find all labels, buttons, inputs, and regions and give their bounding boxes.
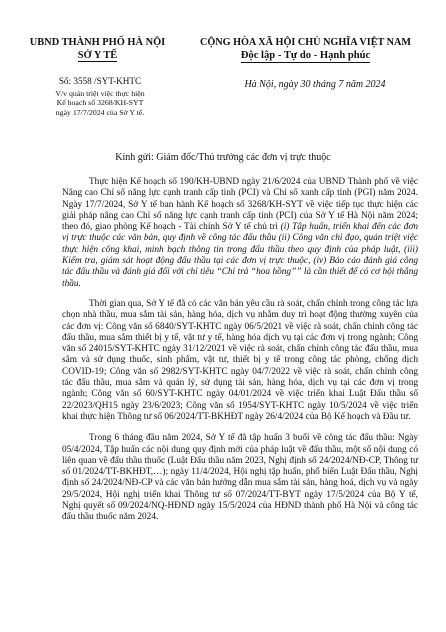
- subject-line-3: ngày 17/7/2024 của Sở Y tế.: [55, 107, 145, 117]
- issuing-authority: [20, 36, 175, 62]
- subject-line-2: Kế hoạch số 3268/KH-SYT: [56, 98, 144, 108]
- paragraph-3: Trong 6 tháng đầu năm 2024, Sở Y tế đã tập huấn 3 buổi về công tác đấu thầu: Ngày 05/4/2024, Tập huấn các nội dung quy định mới của pháp luật về đấu thầu, một số nội dung có liên quan về đấu thầu thuốc (Luật Đấu thầu năm 2023, Nghị định số 24/2024/NĐ-CP, Thông tư số 01/2024/TT-BKHĐT,…); ngày 11/4/2024, Hội nghị tập huấn, phổ biến Luật Đấu thầu, Nghị định số 24/2024/NĐ-CP và các văn bản hướng dẫn mua sắm tài sản, hàng hoá, dịch vụ và ngày 29/5/2024, Hội nghị triển khai Thông tư số 07/2024/TT-BYT ngày 17/5/2024 của Bộ Y tế, Nghị quyết số 09/2024/NQ-HĐND ngày 15/5/2024 của HĐND thành phố Hà Nội và công tác đấu thầu thuốc năm 2024.: [62, 433, 418, 523]
- document-subject: [20, 89, 180, 117]
- paragraph-2: Thời gian qua, Sở Y tế đã có các văn bản yêu cầu rà soát, chấn chỉnh trong công tác lựa chọn nhà thầu, mua sắm tài sản, hàng hóa, dịch vụ nhằm duy trì hoạt động thường xuyên của các đơn vị: Công văn số 6840/SYT-KHTC ngày 06/5/2021 về việc rà soát, chấn chỉnh công tác đấu thầu, mua sắm thiết bị y tế, vật tư y tế, hàng hóa dịch vụ tại các đơn vị trong ngành; Công văn số 24015/SYT-KHTC ngày 31/12/2021 về việc rà soát, chấn chỉnh công tác đấu thầu, mua sắm và sử dụng thuốc, sinh phẩm, vật tư, thiết bị y tế trong công tác phòng, chống dịch COVID-19; Công văn số 2982/SYT-KHTC ngày 04/7/2022 về việc rà soát, chấn chỉnh công tác đấu thầu, mua sắm và quản lý, sử dụng tài sản, hàng hóa, dịch vụ tại các đơn vị trong ngành; Công văn số 60/SYT-KHTC ngày 04/01/2024 về việc triển khai Luật Đấu thầu số 22/2023/QH15 ngày 23/6/2023; Công văn số 1954/SYT-KHTC ngày 10/5/2024 về việc triển khai thực hiện Thông tư số 06/2024/TT-BKHĐT ngày 26/4/2024 của Bộ Kế hoạch và Đầu tư.: [62, 298, 418, 422]
- org-line-2: SỞ Y TẾ: [77, 50, 118, 61]
- paragraph-1-text: Thực hiện Kế hoạch số 190/KH-UBND ngày 21/6/2024 của UBND Thành phố về việc Nâng cao Chỉ số năng lực cạnh tranh cấp tỉnh (PCI) và Chỉ số xanh cấp tỉnh (PGI) năm 2024. Ngày 17/7/2024, Sở Y tế ban hành Kế hoạch số 3268/KH-SYT về việc tiếp tục thực hiện các giải pháp nâng cao Chỉ số năng lực cạnh tranh cấp tỉnh (PCI) của Sở Y tế Hà Nội năm 2024; theo đó, giao phòng Kế hoạch - Tài chính Sở Y tế chủ trì: [62, 177, 418, 233]
- issue-date: Hà Nội, ngày 30 tháng 7 năm 2024: [244, 79, 386, 90]
- document-body: [62, 177, 418, 533]
- national-motto: Độc lập - Tự do - Hạnh phúc: [240, 50, 371, 61]
- recipient-line: Kính gửi: Giám đốc/Thủ trưởng các đơn vị trực thuộc: [115, 152, 331, 163]
- subject-line-1: V/v quán triệt việc thực hiện: [55, 89, 145, 98]
- org-line-1: UBND THÀNH PHỐ HÀ NỘI: [29, 37, 166, 48]
- paragraph-1: [62, 177, 418, 290]
- nation-name: CỘNG HÒA XÃ HỘI CHỦ NGHĨA VIỆT NAM: [199, 37, 412, 48]
- paragraph-1-tasks: (i) Tập huấn, triển khai đến các đơn vị trực thuộc các văn bản, quy định về công tác đấu thầu (ii) Công văn chỉ đạo, quán triệt việc thực hiện công khai, minh bạch thông tin trong đấu thầu theo quy định của pháp luật, (iii) Kiểm tra, giám sát hoạt động đấu thầu tại các đơn vị trực thuộc, (iv) Báo cáo đánh giá công tác đấu thầu và đánh giá đối với chỉ tiêu “Chi trả “hoa hồng”” là cần thiết để có cơ hội thắng thầu.: [62, 222, 418, 289]
- national-heading: [178, 36, 433, 63]
- document-number: Số: 3558 /SYT-KHTC: [58, 76, 142, 86]
